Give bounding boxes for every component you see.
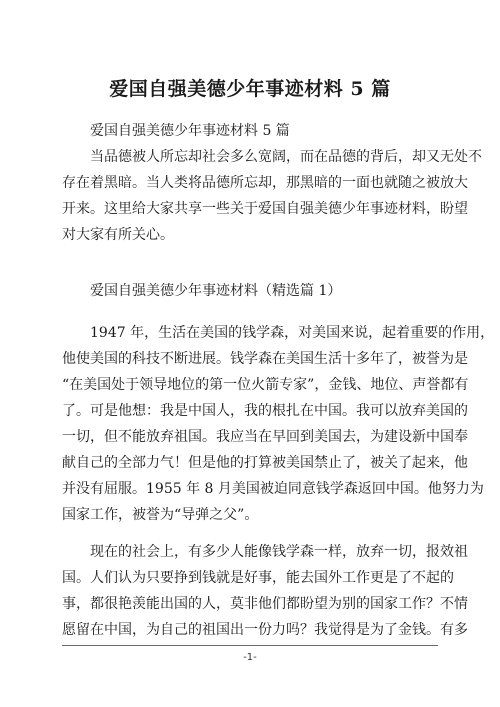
paragraph-line: 并没有屈服。1955 年 8 月美国被迫同意钱学森返回中国。他努力为 (62, 481, 484, 497)
paragraph-line: 了。可是他想：我是中国人，我的根扎在中国。我可以放弃美国的 (62, 403, 468, 419)
section-heading (62, 278, 438, 304)
paragraph-line: 事，都很艳羡能出国的人，莫非他们都盼望为别的国家工作？不情 (62, 596, 468, 612)
paragraph-line: 国家工作，被誉为“导弹之父”。 (62, 507, 259, 523)
paragraph-line: 献自己的全部力气！但是他的打算被美国禁止了，被关了起来，他 (62, 455, 468, 471)
paragraph-line: 愿留在中国，为自己的祖国出一份力吗？我觉得是为了金钱。有多 (62, 622, 468, 638)
paragraph-line: 存在着黑暗。当人类将品德所忘却，那黑暗的一面也就随之被放大 (62, 175, 468, 191)
paragraph-line: 对大家有所关心。 (62, 227, 174, 243)
paragraph-line: 他使美国的科技不断进展。钱学森在美国生活十多年了，被誉为是 (62, 351, 468, 367)
document-title: 爱国自强美德少年事迹材料 5 篇 (109, 78, 391, 100)
paragraph-line: 一切，但不能放弃祖国。我应当在早回到美国去，为建设新中国奉 (62, 429, 468, 445)
page-number: -1- (243, 652, 257, 663)
paragraph-2 (62, 539, 468, 643)
intro-paragraph (62, 144, 482, 248)
paragraph-line: 现在的社会上，有多少人能像钱学森一样，放弃一切，报效祖 (90, 544, 468, 560)
intro-heading (62, 118, 438, 144)
section-heading-text: 爱国自强美德少年事迹材料（精选篇 1） (90, 283, 342, 299)
paragraph-1 (62, 320, 495, 528)
intro-heading-text: 爱国自强美德少年事迹材料 5 篇 (90, 123, 290, 139)
footer-divider (62, 645, 438, 646)
paragraph-line: 开来。这里给大家共享一些关于爱国自强美德少年事迹材料，盼望 (62, 201, 468, 217)
paragraph-line: “在美国处于领导地位的第一位火箭专家”，金钱、地位、声誉都有 (62, 377, 469, 393)
paragraph-line: 国。人们认为只要挣到钱就是好事，能去国外工作更是了不起的 (62, 570, 454, 586)
paragraph-line: 1947 年，生活在美国的钱学森，对美国来说，起着重要的作用， (90, 325, 495, 341)
paragraph-line: 当品德被人所忘却社会多么宽阔，而在品德的背后，却又无处不 (90, 149, 482, 165)
